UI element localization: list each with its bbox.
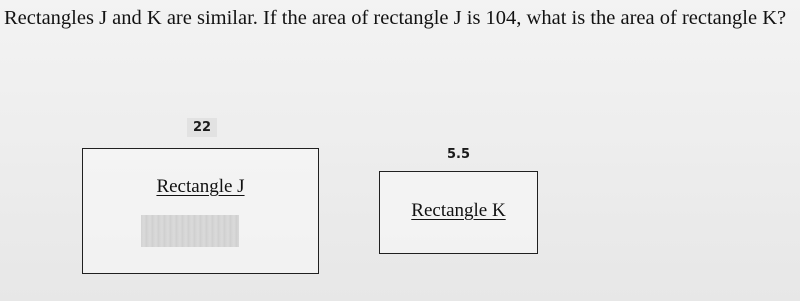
rectangle-k [379,171,538,254]
rectangle-j-label: Rectangle J [156,176,245,197]
rectangle-j-width-label: 22 [187,118,217,137]
rectangle-k-label: Rectangle K [411,200,506,221]
redacted-region [141,215,239,247]
rectangle-k-width-label: 5.5 [447,147,471,162]
rectangle-j [82,148,319,274]
question-text: Rectangles J and K are similar. If the area of rectangle J is 104, what is the area of rectangle K? [4,7,787,29]
